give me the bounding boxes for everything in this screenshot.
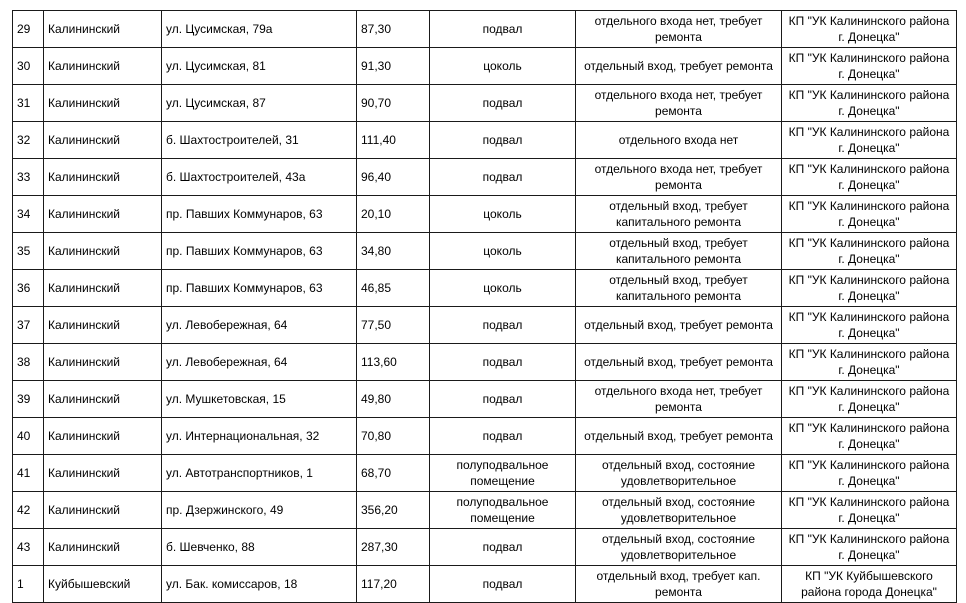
management-company-cell: КП "УК Калининского района г. Донецка" (782, 307, 957, 344)
management-company-cell: КП "УК Калининского района г. Донецка" (782, 196, 957, 233)
address-cell: пр. Дзержинского, 49 (162, 492, 357, 529)
area-cell: 90,70 (357, 85, 430, 122)
district-cell: Куйбышевский (44, 566, 162, 603)
management-company-cell: КП "УК Куйбышевского района города Донецка" (782, 566, 957, 603)
address-cell: б. Шахтостроителей, 31 (162, 122, 357, 159)
area-cell: 87,30 (357, 11, 430, 48)
condition-cell: отдельный вход, требует капитального ремонта (576, 233, 782, 270)
row-number-cell: 31 (13, 85, 44, 122)
address-cell: ул. Интернациональная, 32 (162, 418, 357, 455)
management-company-cell: КП "УК Калининского района г. Донецка" (782, 418, 957, 455)
premises-type-cell: цоколь (430, 196, 576, 233)
district-cell: Калининский (44, 381, 162, 418)
premises-type-cell: подвал (430, 122, 576, 159)
district-cell: Калининский (44, 270, 162, 307)
premises-type-cell: подвал (430, 11, 576, 48)
area-cell: 96,40 (357, 159, 430, 196)
district-cell: Калининский (44, 233, 162, 270)
address-cell: б. Шахтостроителей, 43а (162, 159, 357, 196)
condition-cell: отдельный вход, состояние удовлетворительное (576, 492, 782, 529)
address-cell: пр. Павших Коммунаров, 63 (162, 270, 357, 307)
district-cell: Калининский (44, 85, 162, 122)
premises-type-cell: цоколь (430, 233, 576, 270)
management-company-cell: КП "УК Калининского района г. Донецка" (782, 344, 957, 381)
condition-cell: отдельного входа нет, требует ремонта (576, 85, 782, 122)
area-cell: 34,80 (357, 233, 430, 270)
district-cell: Калининский (44, 492, 162, 529)
premises-type-cell: подвал (430, 529, 576, 566)
district-cell: Калининский (44, 455, 162, 492)
table-row (13, 11, 957, 48)
row-number-cell: 41 (13, 455, 44, 492)
district-cell: Калининский (44, 529, 162, 566)
row-number-cell: 32 (13, 122, 44, 159)
row-number-cell: 29 (13, 11, 44, 48)
management-company-cell: КП "УК Калининского района г. Донецка" (782, 85, 957, 122)
area-cell: 117,20 (357, 566, 430, 603)
area-cell: 111,40 (357, 122, 430, 159)
row-number-cell: 34 (13, 196, 44, 233)
management-company-cell: КП "УК Калининского района г. Донецка" (782, 381, 957, 418)
premises-type-cell: полуподвальное помещение (430, 492, 576, 529)
condition-cell: отдельного входа нет, требует ремонта (576, 11, 782, 48)
table-row (13, 233, 957, 270)
table-row (13, 344, 957, 381)
property-table (12, 10, 957, 603)
address-cell: ул. Автотранспортников, 1 (162, 455, 357, 492)
premises-type-cell: полуподвальное помещение (430, 455, 576, 492)
condition-cell: отдельного входа нет (576, 122, 782, 159)
row-number-cell: 40 (13, 418, 44, 455)
row-number-cell: 30 (13, 48, 44, 85)
district-cell: Калининский (44, 159, 162, 196)
row-number-cell: 38 (13, 344, 44, 381)
management-company-cell: КП "УК Калининского района г. Донецка" (782, 11, 957, 48)
row-number-cell: 1 (13, 566, 44, 603)
district-cell: Калининский (44, 11, 162, 48)
table-row (13, 270, 957, 307)
table-row (13, 455, 957, 492)
condition-cell: отдельный вход, требует кап. ремонта (576, 566, 782, 603)
management-company-cell: КП "УК Калининского района г. Донецка" (782, 122, 957, 159)
premises-type-cell: цоколь (430, 270, 576, 307)
table-row (13, 122, 957, 159)
area-cell: 91,30 (357, 48, 430, 85)
management-company-cell: КП "УК Калининского района г. Донецка" (782, 270, 957, 307)
condition-cell: отдельный вход, состояние удовлетворительное (576, 529, 782, 566)
address-cell: ул. Бак. комиссаров, 18 (162, 566, 357, 603)
address-cell: ул. Цусимская, 81 (162, 48, 357, 85)
table-row (13, 381, 957, 418)
table-body (13, 11, 957, 603)
district-cell: Калининский (44, 122, 162, 159)
table-row (13, 418, 957, 455)
premises-type-cell: подвал (430, 85, 576, 122)
premises-type-cell: подвал (430, 418, 576, 455)
area-cell: 287,30 (357, 529, 430, 566)
address-cell: ул. Левобережная, 64 (162, 344, 357, 381)
address-cell: ул. Левобережная, 64 (162, 307, 357, 344)
row-number-cell: 43 (13, 529, 44, 566)
area-cell: 70,80 (357, 418, 430, 455)
address-cell: пр. Павших Коммунаров, 63 (162, 196, 357, 233)
table-row (13, 492, 957, 529)
area-cell: 49,80 (357, 381, 430, 418)
condition-cell: отдельный вход, требует ремонта (576, 418, 782, 455)
area-cell: 46,85 (357, 270, 430, 307)
district-cell: Калининский (44, 48, 162, 85)
table-row (13, 307, 957, 344)
premises-type-cell: подвал (430, 307, 576, 344)
area-cell: 68,70 (357, 455, 430, 492)
row-number-cell: 37 (13, 307, 44, 344)
area-cell: 20,10 (357, 196, 430, 233)
row-number-cell: 36 (13, 270, 44, 307)
management-company-cell: КП "УК Калининского района г. Донецка" (782, 48, 957, 85)
address-cell: ул. Мушкетовская, 15 (162, 381, 357, 418)
area-cell: 77,50 (357, 307, 430, 344)
management-company-cell: КП "УК Калининского района г. Донецка" (782, 529, 957, 566)
table-row (13, 566, 957, 603)
row-number-cell: 39 (13, 381, 44, 418)
condition-cell: отдельный вход, требует капитального ремонта (576, 270, 782, 307)
condition-cell: отдельный вход, требует ремонта (576, 344, 782, 381)
condition-cell: отдельный вход, требует капитального ремонта (576, 196, 782, 233)
area-cell: 113,60 (357, 344, 430, 381)
address-cell: пр. Павших Коммунаров, 63 (162, 233, 357, 270)
premises-type-cell: подвал (430, 566, 576, 603)
row-number-cell: 33 (13, 159, 44, 196)
row-number-cell: 35 (13, 233, 44, 270)
premises-type-cell: подвал (430, 159, 576, 196)
premises-type-cell: цоколь (430, 48, 576, 85)
address-cell: ул. Цусимская, 79а (162, 11, 357, 48)
table-row (13, 85, 957, 122)
condition-cell: отдельный вход, состояние удовлетворительное (576, 455, 782, 492)
address-cell: ул. Цусимская, 87 (162, 85, 357, 122)
management-company-cell: КП "УК Калининского района г. Донецка" (782, 159, 957, 196)
district-cell: Калининский (44, 344, 162, 381)
condition-cell: отдельный вход, требует ремонта (576, 307, 782, 344)
premises-type-cell: подвал (430, 381, 576, 418)
area-cell: 356,20 (357, 492, 430, 529)
management-company-cell: КП "УК Калининского района г. Донецка" (782, 455, 957, 492)
condition-cell: отдельный вход, требует ремонта (576, 48, 782, 85)
district-cell: Калининский (44, 196, 162, 233)
condition-cell: отдельного входа нет, требует ремонта (576, 159, 782, 196)
management-company-cell: КП "УК Калининского района г. Донецка" (782, 233, 957, 270)
table-row (13, 529, 957, 566)
premises-type-cell: подвал (430, 344, 576, 381)
condition-cell: отдельного входа нет, требует ремонта (576, 381, 782, 418)
table-row (13, 196, 957, 233)
district-cell: Калининский (44, 307, 162, 344)
table-row (13, 159, 957, 196)
management-company-cell: КП "УК Калининского района г. Донецка" (782, 492, 957, 529)
address-cell: б. Шевченко, 88 (162, 529, 357, 566)
row-number-cell: 42 (13, 492, 44, 529)
table-row (13, 48, 957, 85)
district-cell: Калининский (44, 418, 162, 455)
